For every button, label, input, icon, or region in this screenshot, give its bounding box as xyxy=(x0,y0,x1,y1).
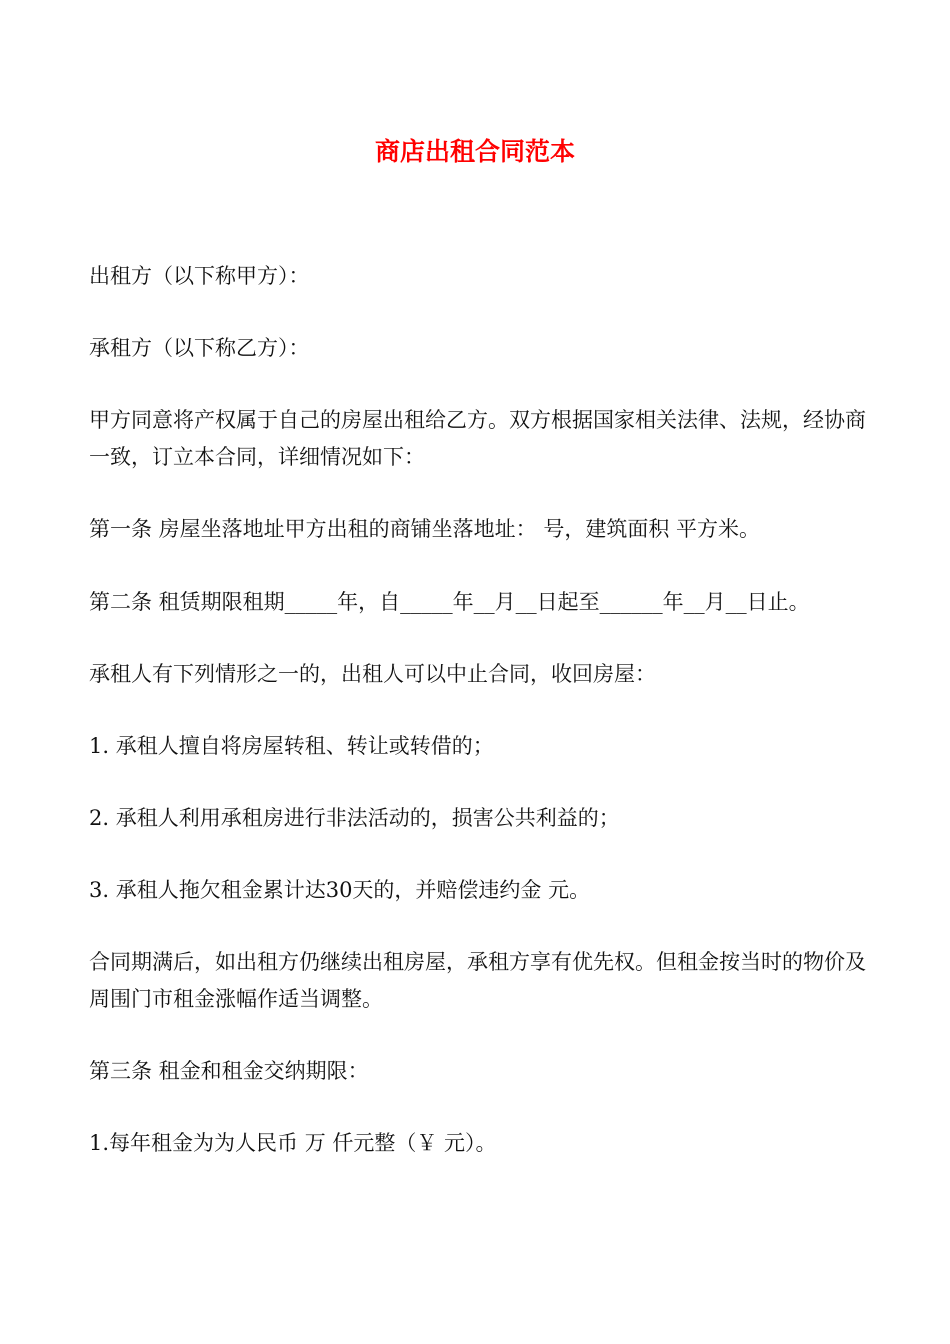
agreement-intro-paragraph: 甲方同意将产权属于自己的房屋出租给乙方。双方根据国家相关法律、法规，经协商一致，订立本合同，详细情况如下： xyxy=(89,408,866,469)
termination-item-3: 3. 承租人拖欠租金累计达30天的，并赔偿违约金 元。 xyxy=(89,878,591,902)
termination-item-2: 2. 承租人利用承租房进行非法活动的，损害公共利益的； xyxy=(89,806,620,830)
article-one-paragraph: 第一条 房屋坐落地址甲方出租的商铺坐落地址： 号，建筑面积 平方米。 xyxy=(89,517,761,541)
renewal-priority-paragraph: 合同期满后，如出租方仍继续出租房屋，承租方享有优先权。但租金按当时的物价及周围门市租金涨幅作适当调整。 xyxy=(89,950,866,1011)
document-title: 商店出租合同范本 xyxy=(374,137,575,166)
article-three-paragraph: 第三条 租金和租金交纳期限： xyxy=(89,1059,369,1083)
termination-conditions-heading: 承租人有下列情形之一的，出租人可以中止合同，收回房屋： xyxy=(89,662,656,686)
rent-amount-item-1: 1.每年租金为为人民币 万 仟元整（￥ 元）。 xyxy=(89,1131,497,1155)
termination-item-1: 1. 承租人擅自将房屋转租、转让或转借的； xyxy=(89,734,494,758)
lessor-line: 出租方（以下称甲方）： xyxy=(89,264,310,288)
lessee-line: 承租方（以下称乙方）： xyxy=(89,336,310,360)
article-two-paragraph: 第二条 租赁期限租期_____年，自_____年__月__日起至______年__月__日止。 xyxy=(89,590,810,614)
